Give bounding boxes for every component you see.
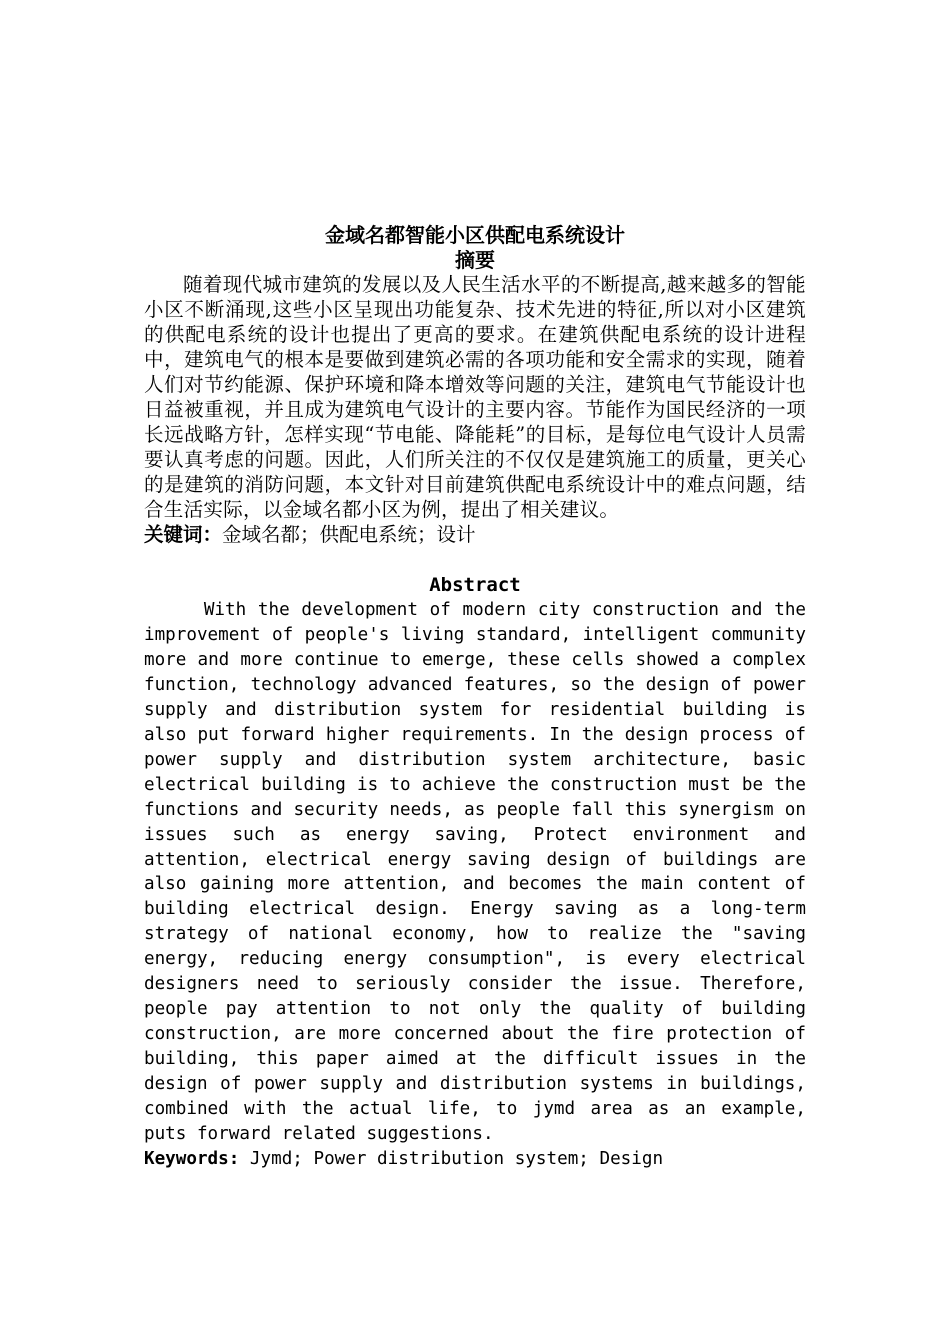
keywords-en-label: Keywords: bbox=[144, 1148, 240, 1169]
keywords-cn bbox=[144, 522, 806, 547]
abstract-en-body: With the development of modern city construction and the improvement of people's living standard, intelligent community more and more continue to emerge, these cells showed a complex function, technology advanced features, so the design of power supply and distribution system for residential building is also put forward higher requirements. In the design process of power supply and distribution system architecture, basic electrical building is to achieve the construction must be the functions and security needs, as people fall this synergism on issues such as energy saving, Protect environment and attention, electrical energy saving design of buildings are also gaining more attention, and becomes the main content of building electrical design. Energy saving as a long-term strategy of national economy, how to realize the "saving energy, reducing energy consumption", is every electrical designers need to seriously consider the issue. Therefore, people pay attention to not only the quality of building construction, are more concerned about the fire protection of building, this paper aimed at the difficult issues in the design of power supply and distribution systems in buildings, combined with the actual life, to jymd area as an example, puts forward related suggestions. bbox=[144, 600, 806, 1145]
document-title: 金域名都智能小区供配电系统设计 bbox=[325, 223, 625, 247]
abstract-cn-heading: 摘要 bbox=[455, 248, 495, 272]
abstract-cn-body: 随着现代城市建筑的发展以及人民生活水平的不断提高,越来越多的智能小区不断涌现,这些小区呈现出功能复杂、技术先进的特征,所以对小区建筑的供配电系统的设计也提出了更高的要求。在建筑供配电系统的设计进程中，建筑电气的根本是要做到建筑必需的各项功能和安全需求的实现，随着人们对节约能源、保护环境和降本增效等问题的关注，建筑电气节能设计也日益被重视，并且成为建筑电气设计的主要内容。节能作为国民经济的一项长远战略方针，怎样实现“节电能、降能耗”的目标，是每位电气设计人员需要认真考虑的问题。因此，人们所关注的不仅仅是建筑施工的质量，更关心的是建筑的消防问题，本文针对目前建筑供配电系统设计中的难点问题，结合生活实际，以金域名都小区为例，提出了相关建议。 bbox=[144, 273, 806, 521]
section-gap bbox=[144, 547, 806, 573]
abstract-en-heading: Abstract bbox=[429, 574, 521, 596]
keywords-en bbox=[144, 1147, 806, 1172]
keywords-cn-label: 关键词： bbox=[144, 523, 223, 546]
document-content bbox=[144, 222, 806, 1172]
keywords-cn-values: 金域名都；供配电系统；设计 bbox=[222, 523, 476, 546]
keywords-en-values: Jymd; Power distribution system; Design bbox=[239, 1148, 664, 1169]
